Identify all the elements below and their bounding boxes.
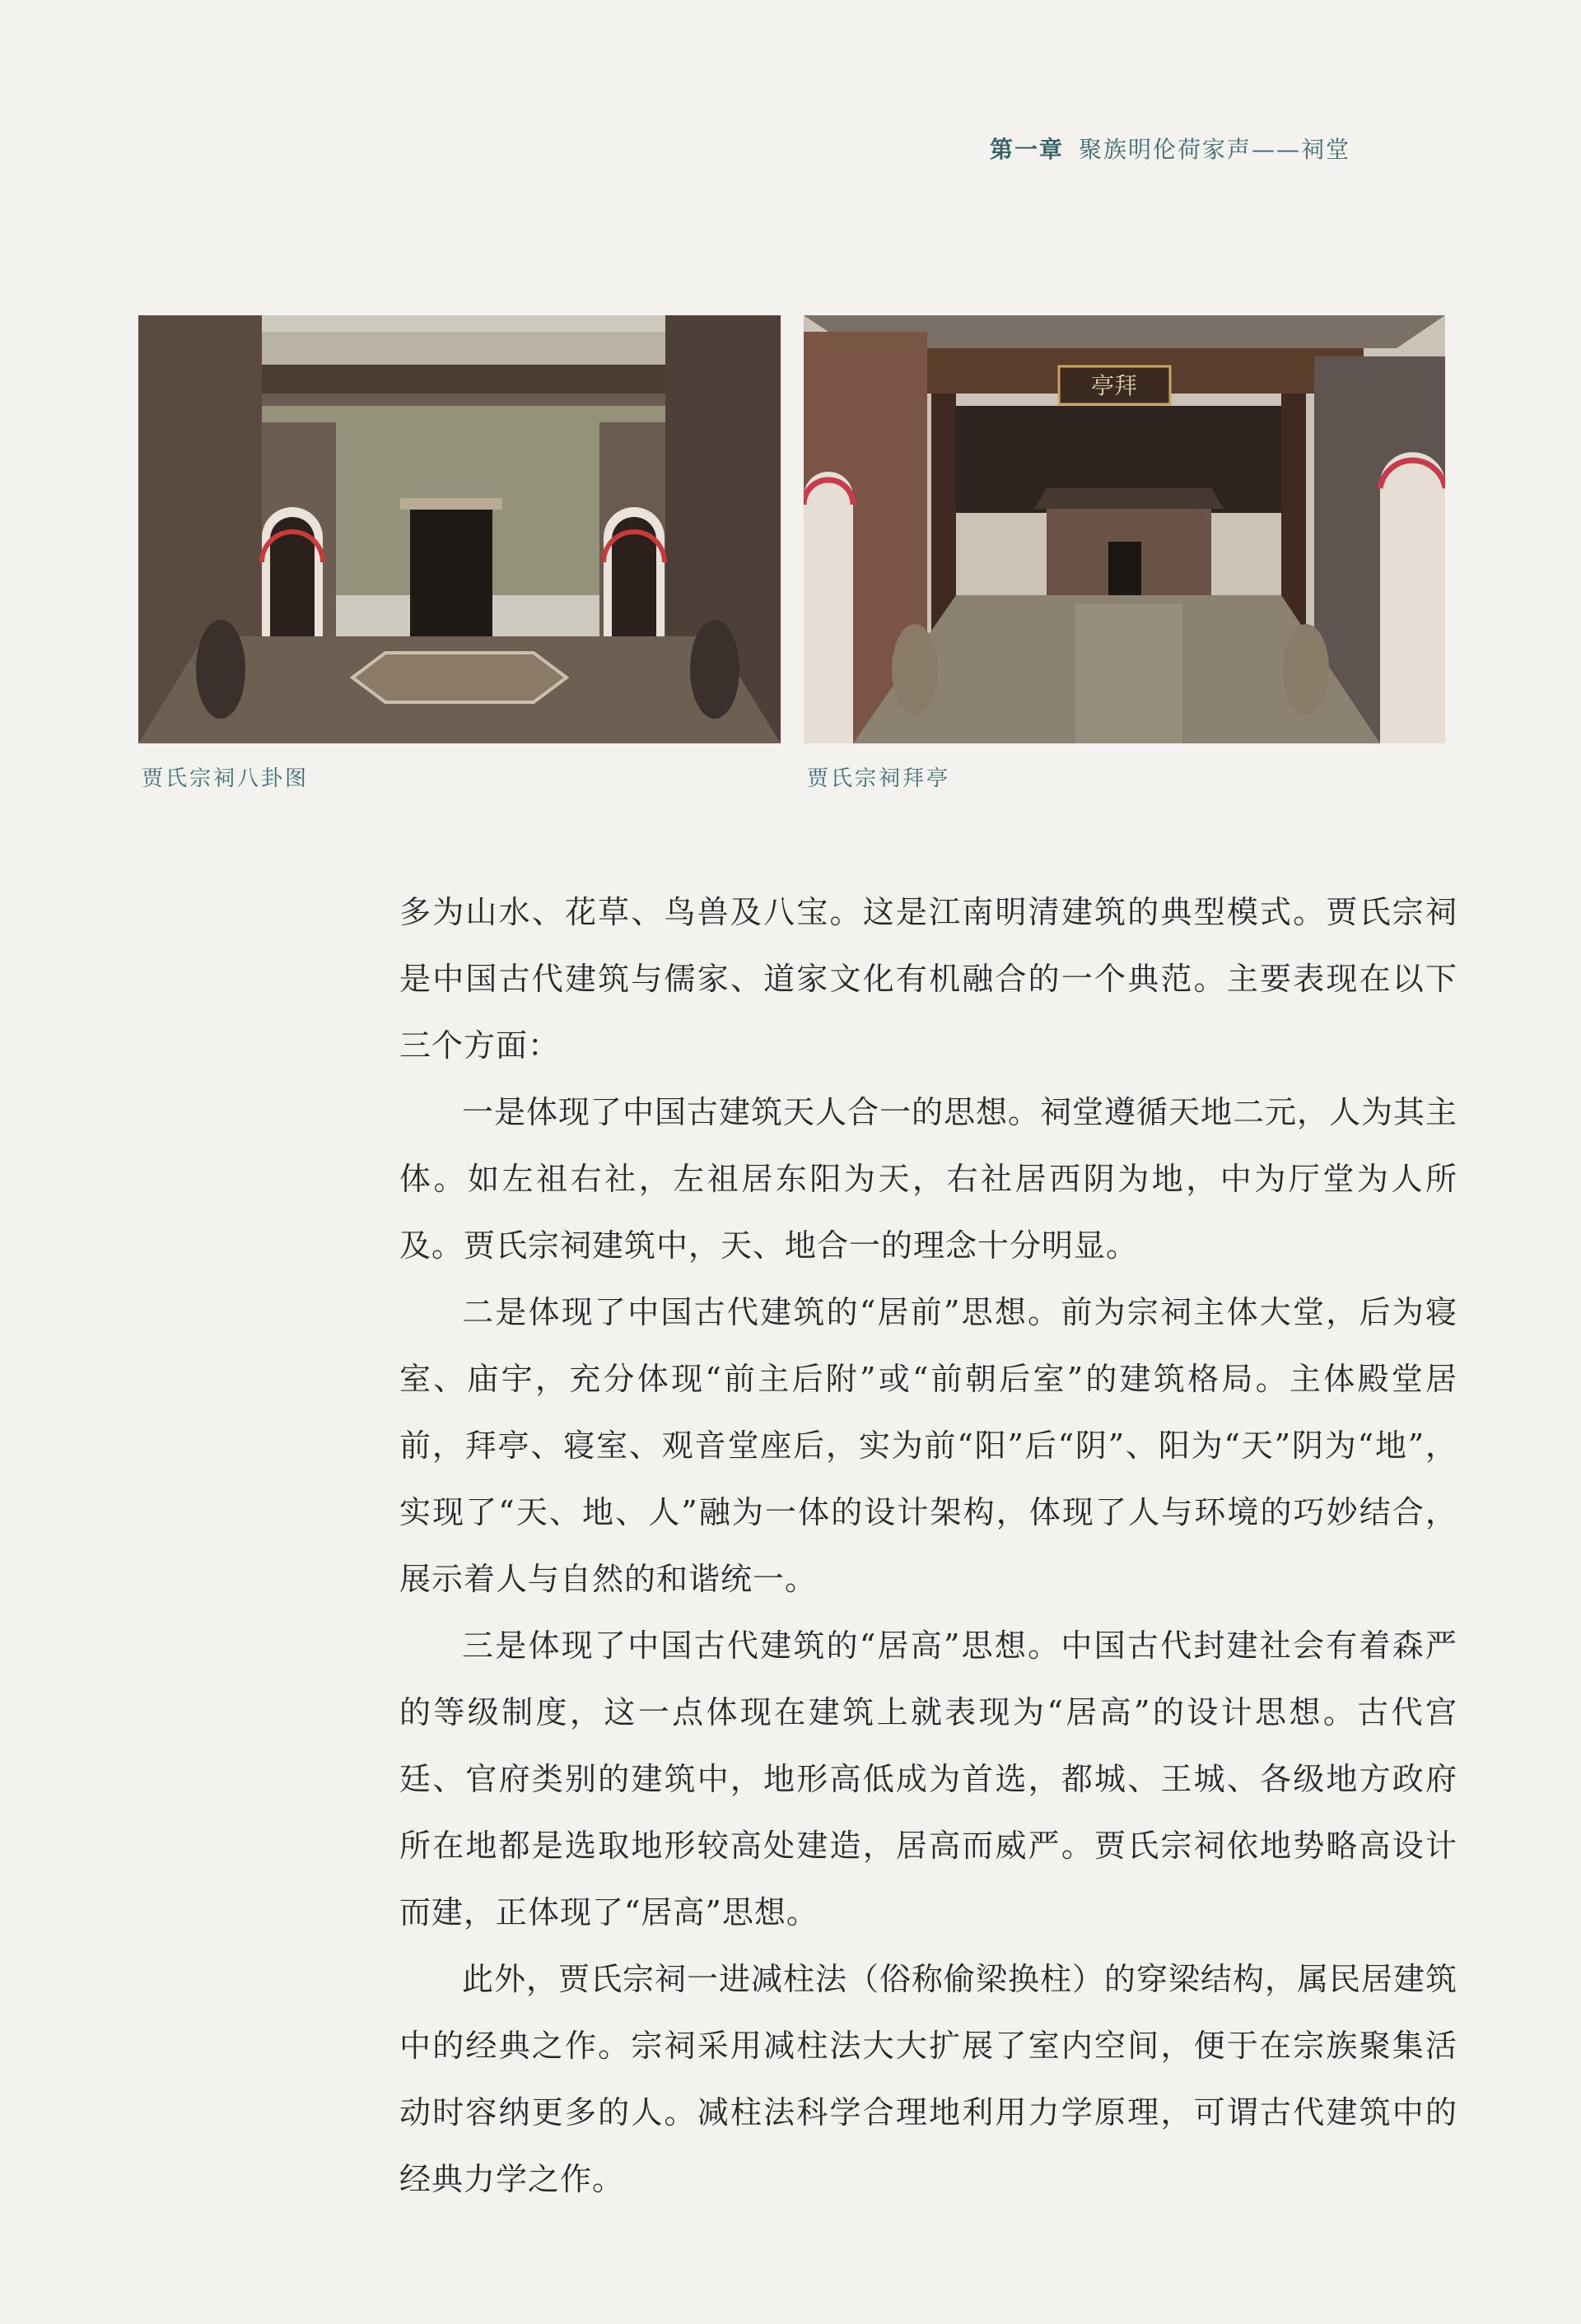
chapter-title: 聚族明伦荷家声——祠堂 bbox=[1078, 136, 1350, 163]
body-text bbox=[399, 879, 1457, 2213]
paragraph-juqian: 二是体现了中国古代建筑的“居前”思想。前为宗祠主体大堂，后为寝室、庙宇，充分体现“前主后附”或“前朝后室”的建筑格局。主体殿堂居前，拜亭、寝室、观音堂座后，实为前“阳”后“阴”、阳为“天”阴为“地”，实现了“天、地、人”融为一体的设计架构，体现了人与环境的巧妙结合，展示着人与自然的和谐统一。 bbox=[399, 1294, 1457, 1597]
photo-worship-pavilion bbox=[804, 315, 1445, 743]
paragraph-tianren: 一是体现了中国古建筑天人合一的思想。祠堂遵循天地二元，人为其主体。如左祖右社，左祖居东阳为天，右社居西阴为地，中为厅堂为人所及。贾氏宗祠建筑中，天、地合一的理念十分明显。 bbox=[399, 1094, 1458, 1264]
pavilion-photo-illustration bbox=[804, 315, 1445, 743]
paragraph-continued: 多为山水、花草、鸟兽及八宝。这是江南明清建筑的典型模式。贾氏宗祠是中国古代建筑与儒家、道家文化有机融合的一个典范。主要表现在以下三个方面： bbox=[399, 894, 1457, 1064]
running-header bbox=[990, 132, 1350, 165]
photo-bagua-courtyard bbox=[138, 315, 781, 743]
paragraph-jugao: 三是体现了中国古代建筑的“居高”思想。中国古代封建社会有着森严的等级制度，这一点体现在建筑上就表现为“居高”的设计思想。古代宫廷、官府类别的建筑中，地形高低成为首选，都城、王城、各级地方政府所在地都是选取地形较高处建造，居高而威严。贾氏宗祠依地势略高设计而建，正体现了“居高”思想。 bbox=[399, 1628, 1457, 1930]
courtyard-photo-illustration bbox=[138, 315, 781, 743]
figure-caption-pavilion: 贾氏宗祠拜亭 bbox=[807, 766, 951, 791]
figure-caption-bagua: 贾氏宗祠八卦图 bbox=[142, 766, 310, 791]
chapter-number: 第一章 bbox=[989, 136, 1064, 163]
paragraph-jianzhufa: 此外，贾氏宗祠一进减柱法（俗称偷梁换柱）的穿梁结构，属民居建筑中的经典之作。宗祠采用减柱法大大扩展了室内空间，便于在宗族聚集活动时容纳更多的人。减柱法科学合理地利用力学原理，可谓古代建筑中的经典力学之作。 bbox=[399, 1961, 1458, 2197]
pavilion-sign-text: 亭拜 bbox=[1090, 372, 1138, 399]
